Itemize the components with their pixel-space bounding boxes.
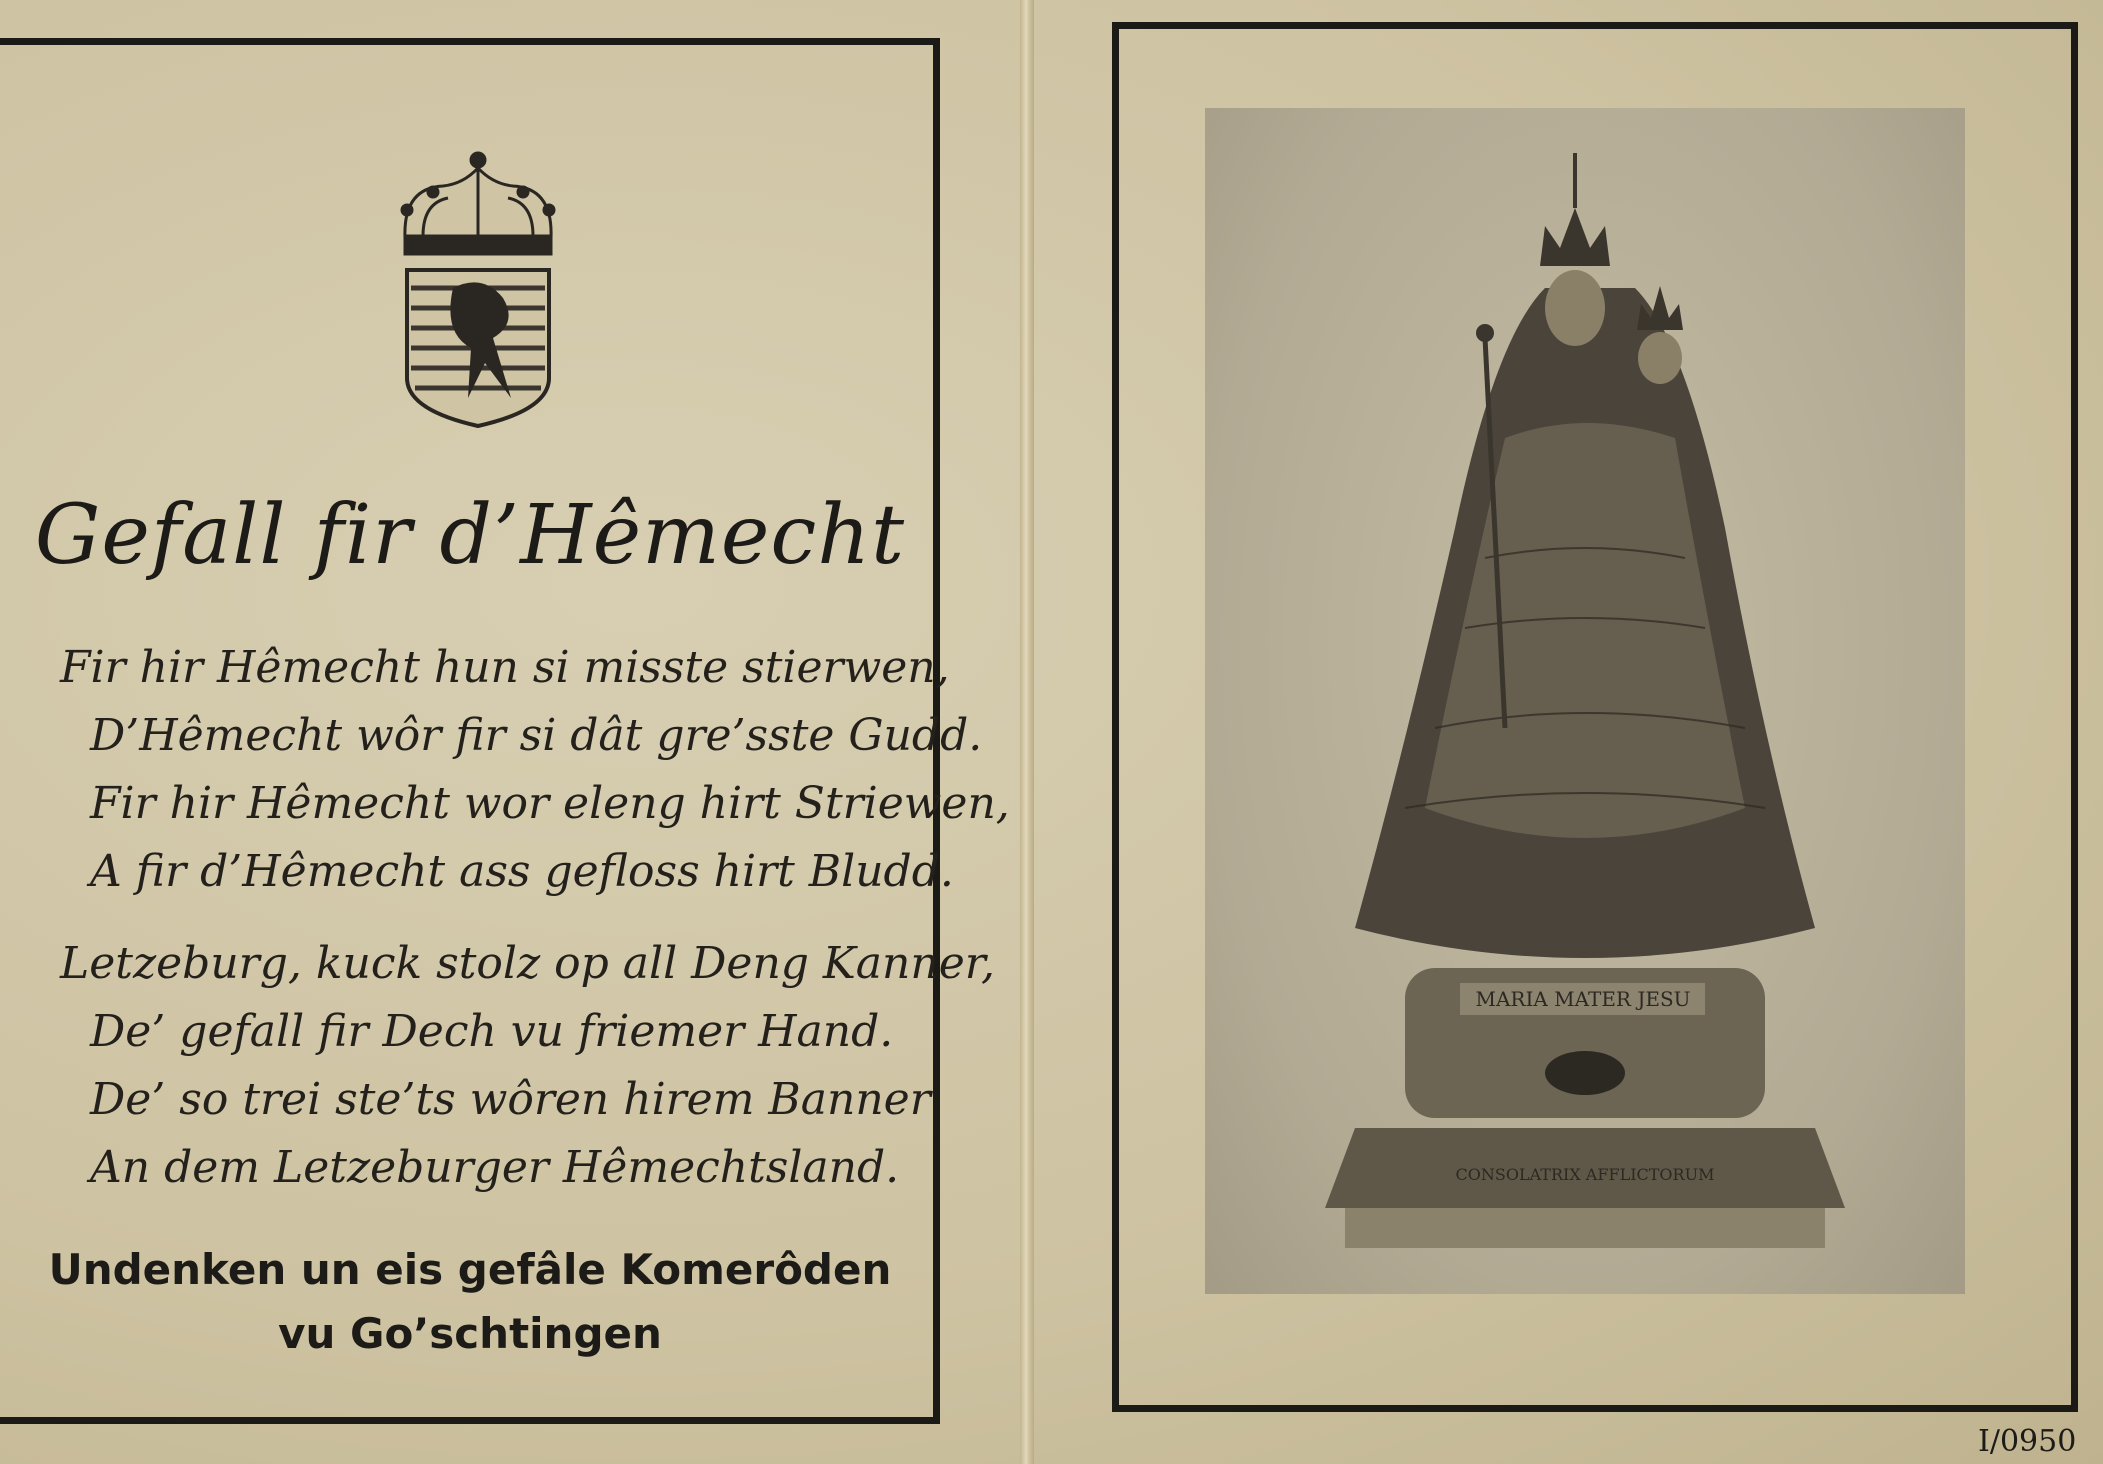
madonna-statue-photo xyxy=(1205,108,1965,1294)
pedestal-label-top: MARIA MATER JESU xyxy=(1475,987,1691,1011)
poem-stanza-1 xyxy=(60,634,1010,906)
card-fold xyxy=(1020,0,1034,1464)
dedication xyxy=(0,1238,940,1366)
poem-line: A fir d’Hêmecht ass gefloss hirt Bludd. xyxy=(90,846,954,897)
poem-line: Fir hir Hêmecht hun si misste stierwen, xyxy=(60,642,950,693)
page-title: Gefall fir d’Hêmecht xyxy=(34,488,906,583)
poem-line: Fir hir Hêmecht wor eleng hirt Striewen, xyxy=(90,778,1010,829)
poem-line: D’Hêmecht wôr fir si dât gre’sste Gudd. xyxy=(90,710,983,761)
dedication-line: vu Go’schtingen xyxy=(278,1309,662,1358)
poem-line: De’ gefall fir Dech vu friemer Hand. xyxy=(90,1006,894,1057)
catalog-number: I/0950 xyxy=(1978,1424,2077,1459)
pedestal-label-bottom: CONSOLATRIX AFFLICTORUM xyxy=(1455,1165,1715,1184)
poem-stanza-2 xyxy=(60,930,995,1202)
poem-line: De’ so trei ste’ts wôren hirem Banner xyxy=(90,1074,931,1125)
luxembourg-coat-of-arms-icon xyxy=(393,148,563,428)
dedication-line: Undenken un eis gefâle Komerôden xyxy=(48,1245,892,1294)
poem-line: Letzeburg, kuck stolz op all Deng Kanner, xyxy=(60,938,995,989)
poem-line: An dem Letzeburger Hêmechtsland. xyxy=(90,1142,900,1193)
